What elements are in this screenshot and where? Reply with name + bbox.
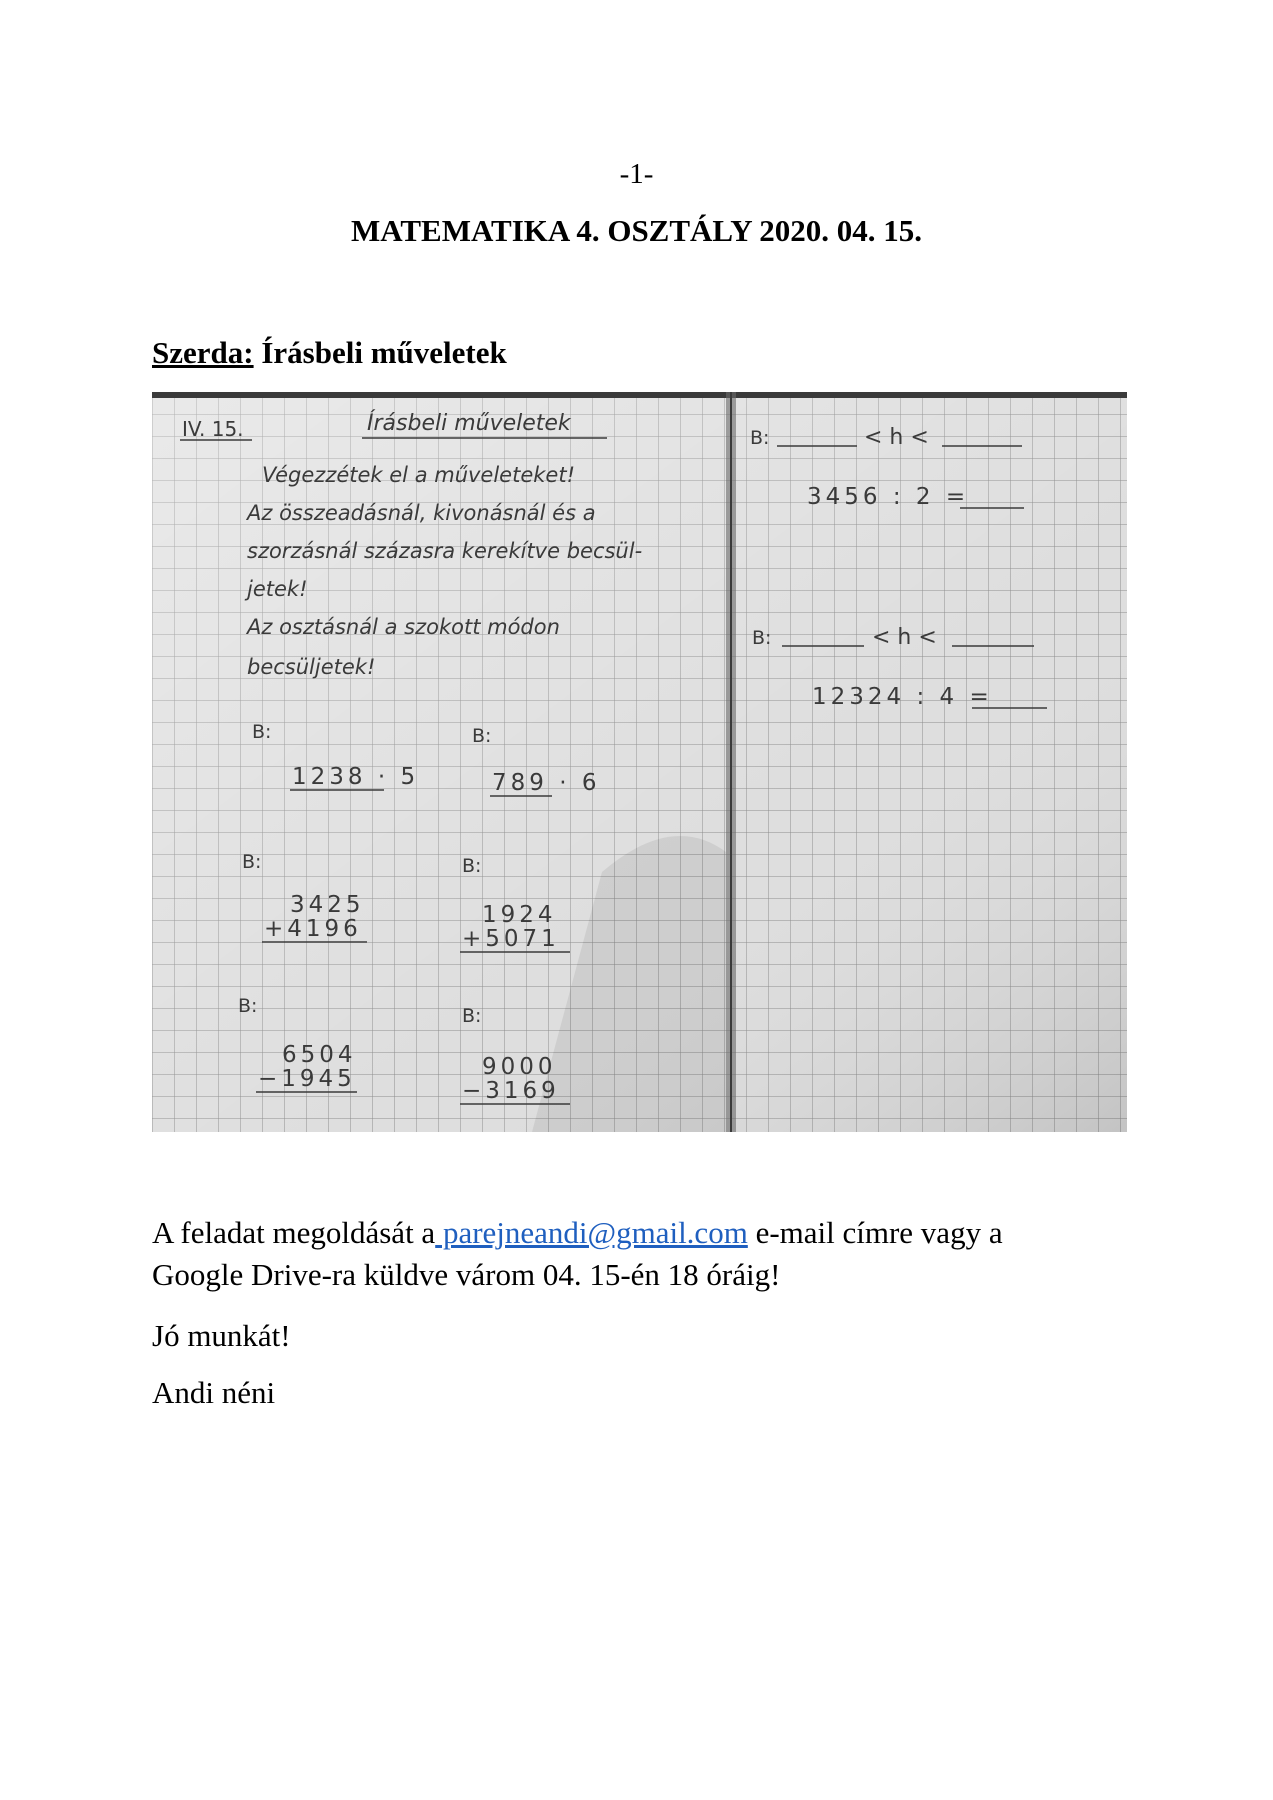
- email-link[interactable]: parejneandi@gmail.com: [435, 1215, 748, 1250]
- range-text-2: < h <: [872, 625, 937, 650]
- problem-mult-1: 1238 · 5: [292, 764, 420, 790]
- problem-sub-2-top: 9000: [482, 1054, 557, 1080]
- estimate-label-7: B:: [750, 427, 770, 449]
- submission-line-2: Google Drive-ra küldve várom 04. 15-én 18 óráig!: [152, 1257, 781, 1292]
- estimate-label-3: B:: [242, 851, 262, 873]
- signature: Andi néni: [152, 1375, 276, 1410]
- document-title: MATEMATIKA 4. OSZTÁLY 2020. 04. 15.: [351, 213, 922, 248]
- section-heading: [152, 335, 507, 371]
- section-topic: Írásbeli műveletek: [253, 335, 507, 370]
- notebook-heading: Írásbeli műveletek: [367, 411, 571, 436]
- estimate-label-5: B:: [238, 995, 258, 1017]
- problem-add-1-bottom: +4196: [264, 916, 362, 942]
- notebook-date: IV. 15.: [182, 417, 244, 441]
- problem-add-1-top: 3425: [290, 892, 365, 918]
- problem-add-2-top: 1924: [482, 902, 557, 928]
- problem-sub-2-bottom: −3169: [462, 1078, 560, 1104]
- estimate-label-8: B:: [752, 627, 772, 649]
- instruction-line-2: Az összeadásnál, kivonásnál és a: [247, 501, 596, 525]
- page-number: -1-: [619, 158, 654, 190]
- section-day-label: Szerda:: [152, 335, 254, 370]
- problem-mult-2: 789 · 6: [492, 770, 601, 796]
- estimate-label-6: B:: [462, 1005, 482, 1027]
- problem-sub-1-top: 6504: [282, 1042, 357, 1068]
- submission-line-1: [152, 1212, 1132, 1254]
- submission-suffix: e-mail címre vagy a: [747, 1215, 1003, 1250]
- instruction-line-1: Végezzétek el a műveleteket!: [262, 463, 575, 487]
- instruction-line-4: jetek!: [247, 577, 308, 601]
- problem-div-2: 12324 : 4 =: [812, 684, 993, 710]
- instruction-line-6: becsüljetek!: [247, 655, 376, 679]
- estimate-label-2: B:: [472, 725, 492, 747]
- problem-sub-1-bottom: −1945: [258, 1066, 356, 1092]
- instruction-line-5: Az osztásnál a szokott módon: [247, 615, 560, 639]
- problem-add-2-bottom: +5071: [462, 926, 560, 952]
- instruction-line-3: szorzásnál százasra kerekítve becsül-: [247, 539, 643, 563]
- submission-prefix: A feladat megoldását a: [152, 1215, 436, 1250]
- instructions-paragraph: [152, 1212, 1132, 1296]
- greeting: Jó munkát!: [152, 1318, 291, 1353]
- estimate-label-4: B:: [462, 855, 482, 877]
- problem-div-1: 3456 : 2 =: [807, 484, 970, 510]
- notebook-photo: [152, 392, 1127, 1132]
- range-text-1: < h <: [864, 425, 929, 450]
- estimate-label-1: B:: [252, 721, 272, 743]
